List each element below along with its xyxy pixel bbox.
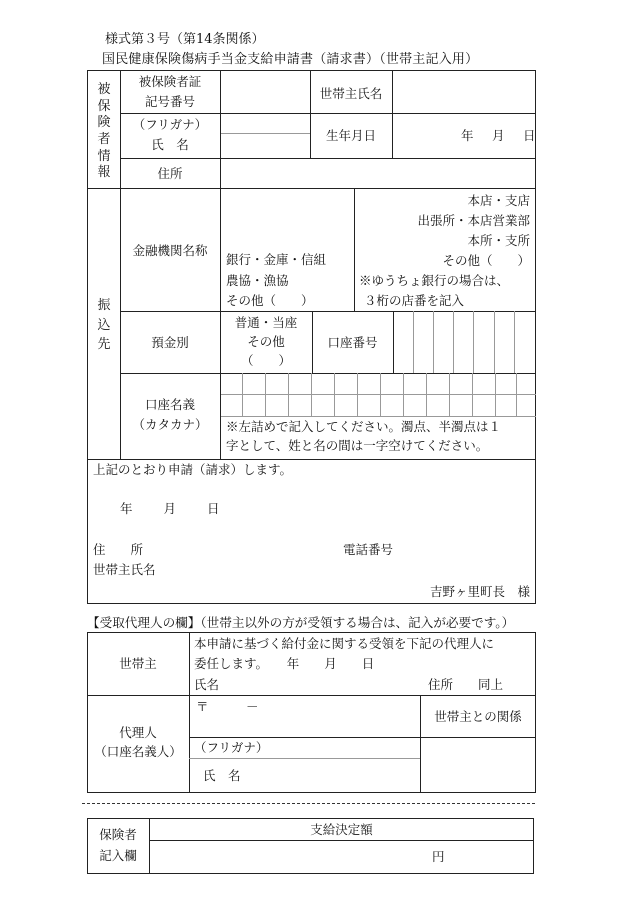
name-label: 氏 名	[151, 137, 189, 152]
insurer-label-2: 記入欄	[99, 848, 137, 863]
relation-field[interactable]	[421, 738, 535, 792]
holder-note-1: ※左詰めで記入してください。濁点、半濁点は１	[226, 419, 502, 434]
dob-label: 生年月日	[325, 128, 376, 143]
holder-name-field[interactable]	[221, 374, 535, 415]
head-name-label: 世帯主氏名	[319, 86, 383, 101]
dob-field[interactable]: 年 月 日	[461, 128, 539, 143]
holder-label: 口座名義	[144, 397, 195, 412]
form-number: 様式第３号（第14条関係）	[105, 32, 265, 47]
insured-name-field[interactable]	[221, 114, 309, 157]
bank-types-2[interactable]: 農協・漁協	[226, 273, 289, 288]
head-name-field[interactable]	[393, 71, 535, 112]
agent-heading: 【受取代理人の欄】（世帯主以外の方が受領する場合は、記入が必要です。）	[87, 615, 515, 630]
deposit-type-1[interactable]: 普通・当座	[234, 315, 298, 330]
account-number-label: 口座番号	[327, 335, 378, 350]
transfer-section-label: 振 込 先	[97, 298, 111, 352]
declaration-date[interactable]: 年 月 日	[120, 501, 222, 516]
insured-section-label: 被 保 険 者 情 報	[97, 82, 111, 181]
holder-label-2: （カタカナ）	[132, 417, 208, 432]
cut-line	[82, 803, 535, 804]
deposit-type-2[interactable]: その他	[247, 334, 285, 349]
deposit-label: 預金別	[151, 335, 189, 350]
branch-3[interactable]: 本所・支所	[467, 233, 530, 248]
yucho-note-1: ※ゆうちょ銀行の場合は、	[359, 273, 510, 288]
amount-label: 支給決定額	[310, 822, 373, 837]
deposit-type-3[interactable]: （ ）	[240, 353, 291, 368]
declaration-statement: 上記のとおり申請（請求）します。	[93, 462, 293, 477]
cert-label-2: 記号番号	[144, 94, 195, 109]
delegation-text-1: 本申請に基づく給付金に関する受領を下記の代理人に	[194, 636, 495, 651]
account-number-field[interactable]	[394, 312, 535, 372]
address-label: 住所	[157, 166, 183, 181]
insurer-label: 保険者	[99, 827, 137, 842]
declaration-box	[87, 459, 536, 604]
agent-label: 代理人	[119, 725, 157, 740]
delegation-text-2[interactable]: 委任します。 年 月 日	[194, 656, 375, 671]
phone-label: 電話番号	[343, 542, 394, 557]
declaration-head-name-label: 世帯主氏名	[93, 562, 156, 577]
form-title: 国民健康保険傷病手当金支給申請書（請求書）（世帯主記入用）	[102, 52, 479, 67]
relation-label: 世帯主との関係	[434, 709, 522, 724]
holder-note-2: 字として、姓と名の間は一字空けてください。	[226, 438, 489, 453]
furigana-label: （フリガナ）	[132, 117, 208, 132]
cert-number-field[interactable]	[221, 71, 309, 112]
branch-4[interactable]: その他（ ）	[442, 253, 530, 268]
insured-address-field[interactable]	[221, 159, 535, 187]
agent-head-label: 世帯主	[119, 656, 157, 671]
agent-name-label: 氏 名	[203, 768, 241, 783]
agent-head-name-label: 氏名	[194, 677, 220, 692]
addressee: 吉野ヶ里町長 様	[429, 584, 530, 599]
branch-1[interactable]: 本店・支店	[467, 193, 530, 208]
branch-2[interactable]: 出張所・本店営業部	[417, 213, 530, 228]
bank-types-3[interactable]: その他（ ）	[226, 293, 314, 308]
postal-code-field[interactable]: 〒 －	[196, 699, 259, 714]
bank-label: 金融機関名称	[132, 243, 208, 258]
agent-furigana-label: （フリガナ）	[194, 740, 269, 755]
cert-label: 被保険者証	[138, 74, 202, 89]
declaration-address-label: 住 所	[93, 542, 144, 557]
bank-types-1[interactable]: 銀行・金庫・信組	[226, 252, 327, 267]
currency-label: 円	[432, 849, 445, 864]
agent-head-address-label: 住所 同上	[428, 677, 504, 692]
agent-label-2: （口座名義人）	[94, 744, 182, 759]
yucho-note-2: ３桁の店番を記入	[364, 293, 465, 308]
